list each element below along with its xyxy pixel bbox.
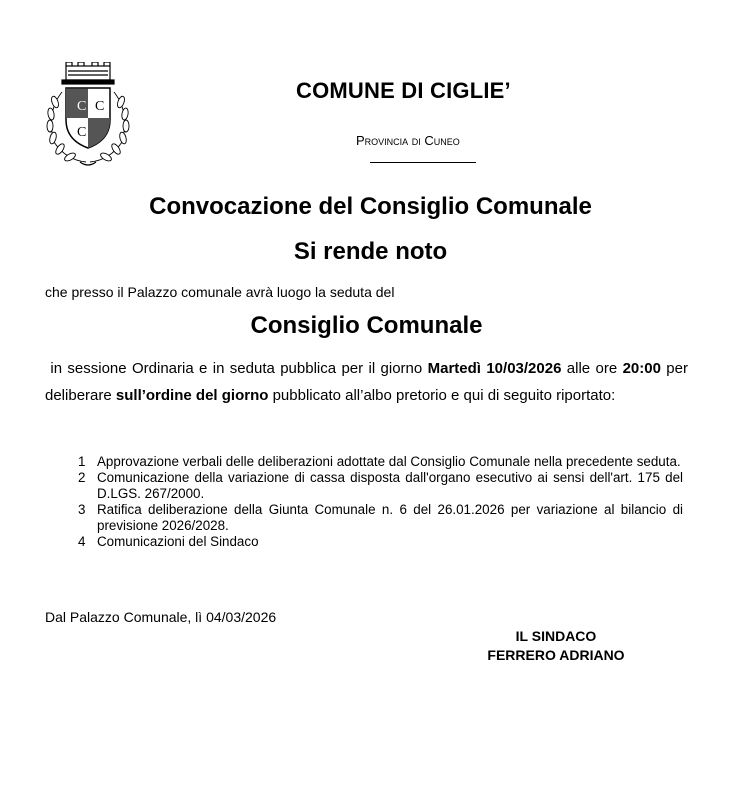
agenda-item [78,454,683,470]
session-text-3: per deliberare [45,360,688,404]
agenda-item-text: Approvazione verbali delle deliberazioni adottate dal Consiglio Comunale nella precedente seduta. [97,454,681,469]
svg-text:C: C [95,99,105,114]
place-and-date: Dal Palazzo Comunale, lì 04/03/2026 [45,609,277,625]
session-text-2: alle ore [561,360,623,377]
province-name: Cuneo [424,133,460,148]
svg-text:C: C [77,125,87,140]
agenda-reference: sull’ordine del giorno [115,387,269,404]
agenda-item-number: 2 [78,470,86,485]
header-divider [370,162,476,163]
signatory-role: IL SINDACO [515,628,597,644]
agenda-item [78,502,683,534]
session-date: Martedì 10/03/2026 [427,360,562,377]
agenda-list [78,454,683,550]
session-time: 20:00 [622,360,661,377]
agenda-item-number: 3 [78,502,86,517]
session-text-4: pubblicato all’albo pretorio e qui di seguito riportato: [268,387,616,404]
session-paragraph [45,355,688,409]
municipality-title: COMUNE DI CIGLIE’ [296,78,511,103]
svg-text:C: C [77,99,87,114]
agenda-item-text: Comunicazione della variazione di cassa disposta dall'organo esecutivo ai sensi dell'art. 175 del D.LGS. 267/2000. [97,470,683,501]
agenda-item-number: 1 [78,454,86,469]
announcement-heading: Si rende noto [293,238,448,265]
agenda-item-text: Comunicazioni del Sindaco [97,534,259,549]
province-prefix: Provincia di [356,133,421,148]
notice-heading: Convocazione del Consiglio Comunale [149,193,592,220]
agenda-item [78,470,683,502]
signatory-name: FERRERO ADRIANO [487,647,625,663]
agenda-item-text: Ratifica deliberazione della Giunta Comunale n. 6 del 26.01.2026 per variazione al bilancio di previsione 2026/2028. [97,502,683,533]
province-line [356,133,460,148]
coat-of-arms-logo [40,62,136,172]
session-text-1: in sessione Ordinaria e in seduta pubblica per il giorno [50,360,428,377]
council-heading: Consiglio Comunale [250,312,483,339]
agenda-item [78,534,683,550]
agenda-item-number: 4 [78,534,86,549]
intro-text: che presso il Palazzo comunale avrà luogo la seduta del [45,284,395,300]
signature-block [476,627,636,665]
